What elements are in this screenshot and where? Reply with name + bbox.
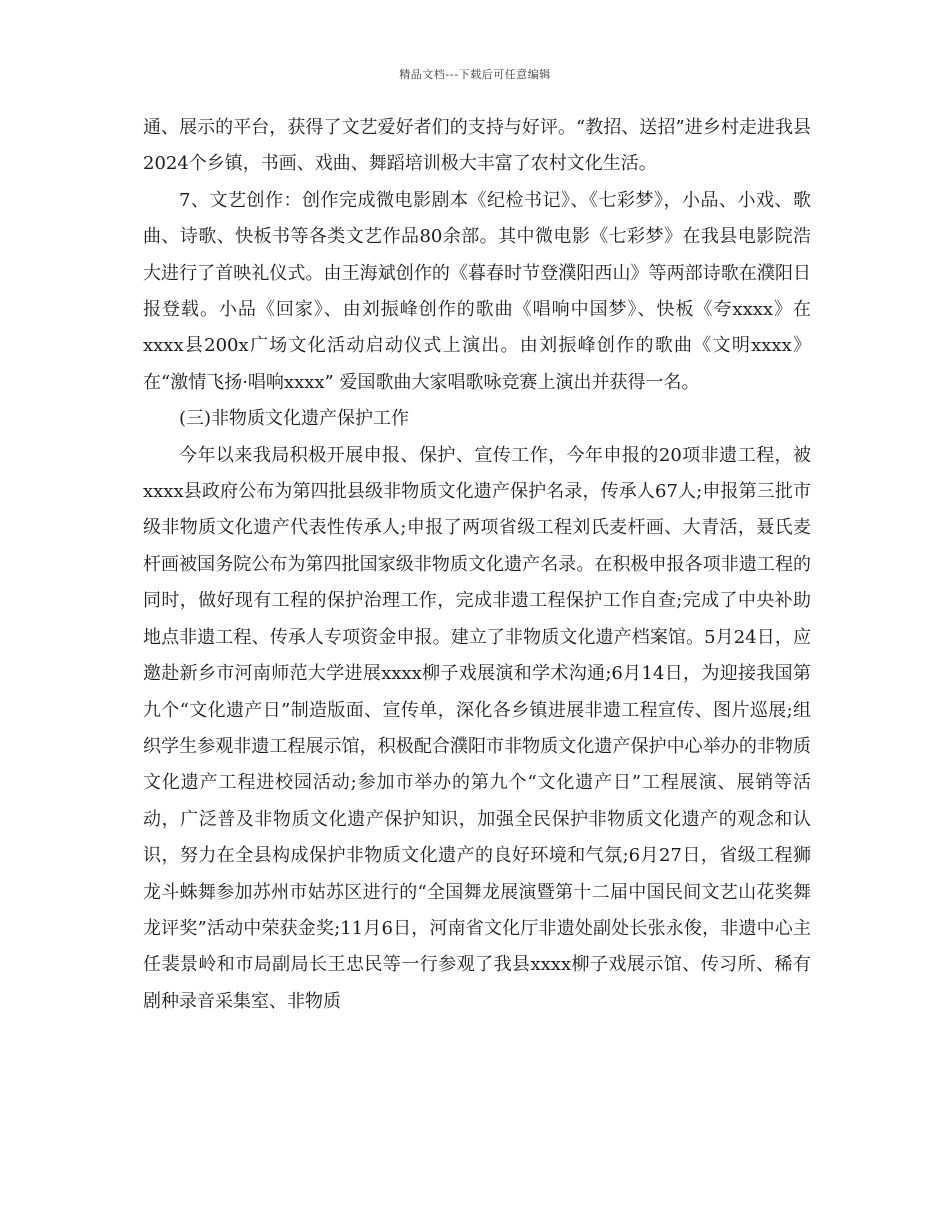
document-body [143,110,811,1020]
paragraph-continuation: 通、展示的平台，获得了文艺爱好者们的支持与好评。“教招、送招”进乡村走进我县2024个乡镇，书画、戏曲、舞蹈培训极大丰富了农村文化生活。 [143,117,811,175]
page-header: 精品文档---下载后可任意编辑 [399,68,551,81]
section-heading: (三)非物质文化遗产保护工作 [179,408,410,430]
paragraph-literary-creation: 7、文艺创作：创作完成微电影剧本《纪检书记》、《七彩梦》，小品、小戏、歌曲、诗歌、快板书等各类文艺作品80余部。其中微电影《七彩梦》在我县电影院浩大进行了首映礼仪式。由王海斌创作的《暮春时节登濮阳西山》等两部诗歌在濮阳日报登载。小品《回家》、由刘振峰创作的歌曲《唱响中国梦》、快板《夸xxxx》在xxxx县200x广场文化活动启动仪式上演出。由刘振峰创作的歌曲《文明xxxx》在“激情飞扬·唱响xxxx” 爱国歌曲大家唱歌咏竞赛上演出并获得一名。 [143,189,811,393]
paragraph-intangible-heritage: 今年以来我局积极开展申报、保护、宣传工作，今年申报的20项非遗工程，被xxxx县政府公布为第四批县级非物质文化遗产保护名录，传承人67人;申报第三批市级非物质文化遗产代表性传承人;申报了两项省级工程刘氏麦杆画、大青活，聂氏麦杆画被国务院公布为第四批国家级非物质文化遗产名录。在积极申报各项非遗工程的同时，做好现有工程的保护治理工作，完成非遗工程保护工作自查;完成了中央补助地点非遗工程、传承人专项资金申报。建立了非物质文化遗产档案馆。5月24日，应邀赴新乡市河南师范大学进展xxxx柳子戏展演和学术沟通;6月14日，为迎接我国第九个“文化遗产日”制造版面、宣传单，深化各乡镇进展非遗工程宣传、图片巡展;组织学生参观非遗工程展示馆，积极配合濮阳市非物质文化遗产保护中心举办的非物质文化遗产工程进校园活动;参加市举办的第九个“文化遗产日”工程展演、展销等活动，广泛普及非物质文化遗产保护知识，加强全民保护非物质文化遗产的观念和认识，努力在全县构成保护非物质文化遗产的良好环境和气氛;6月27日，省级工程狮龙斗蛛舞参加苏州市姑苏区进行的“全国舞龙展演暨第十二届中国民间文艺山花奖舞龙评奖”活动中荣获金奖;11月6日，河南省文化厅非遗处副处长张永俊，非遗中心主任裴景岭和市局副局长王忠民等一行参观了我县xxxx柳子戏展示馆、传习所、稀有剧种录音采集室、非物质 [143,444,811,1012]
